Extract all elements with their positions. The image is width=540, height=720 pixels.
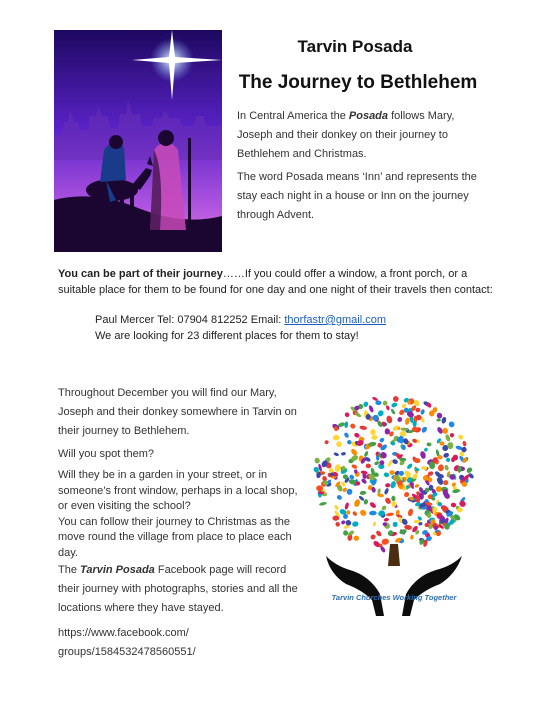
hand-print-dot xyxy=(353,535,359,541)
hand-print-dot xyxy=(334,504,340,511)
hand-print-dot xyxy=(436,412,443,419)
page-title: Tarvin Posada xyxy=(297,37,413,56)
hand-print-dot xyxy=(408,400,411,404)
hand-print-dot xyxy=(375,530,382,538)
hand-print-dot xyxy=(351,464,358,470)
hand-print-dot xyxy=(441,416,447,424)
hand-print-dot xyxy=(407,508,414,517)
hand-print-dot xyxy=(415,408,420,413)
hand-print-dot xyxy=(444,464,449,471)
hand-print-dot xyxy=(392,521,398,528)
hand-print-dot xyxy=(466,466,474,474)
hand-print-dot xyxy=(399,528,408,535)
hand-print-dot xyxy=(420,409,426,416)
hand-print-dot xyxy=(384,497,392,505)
hand-print-dot xyxy=(372,521,377,527)
intro-paragraph-2: The word Posada means ‘Inn’ and represents the stay each night in a house or Inn on the journey through Advent. xyxy=(237,171,477,221)
logo-caption: Tarvin Churches Working Together xyxy=(331,593,457,602)
details-paragraph-4: You can follow their journey to Christmas as the move round the village from place to place each day. xyxy=(58,515,292,559)
hand-print-dot xyxy=(368,405,374,413)
hand-print-dot xyxy=(386,512,394,516)
hand-print-dot xyxy=(333,452,339,457)
hand-print-dot xyxy=(351,521,359,528)
page-subtitle: The Journey to Bethlehem xyxy=(238,72,478,93)
hand-print-dot xyxy=(346,510,350,515)
facebook-url[interactable]: https://www.facebook.com/ groups/1584532478560551/ xyxy=(58,627,196,658)
hand-print-dot xyxy=(419,450,426,459)
hand-print-dot xyxy=(445,457,451,463)
hand-print-dot xyxy=(369,511,377,516)
hand-print-dot xyxy=(452,489,461,494)
details-paragraph-1: Throughout December you will find our Mary, Joseph and their donkey somewhere in Tarvin on their journey to Bethlehem. xyxy=(58,387,297,437)
hand-print-dot xyxy=(347,440,352,445)
hand-print-dot xyxy=(314,457,321,464)
hand-print-dot xyxy=(352,510,358,516)
hand-print-dot xyxy=(349,423,356,430)
hand-print-dot xyxy=(344,421,348,428)
hand-print-tree xyxy=(313,396,475,566)
hand-print-dot xyxy=(414,484,420,489)
hand-print-dot xyxy=(450,502,456,508)
hand-print-dot xyxy=(324,440,329,445)
hand-print-dot xyxy=(346,488,352,495)
hand-print-dot xyxy=(379,437,385,443)
hand-print-dot xyxy=(426,442,432,447)
hand-print-dot xyxy=(340,520,346,525)
hand-print-dot xyxy=(448,420,456,428)
hand-print-dot xyxy=(385,483,391,488)
hand-print-dot xyxy=(389,480,396,489)
hand-print-dot xyxy=(442,427,448,434)
places-note: We are looking for 23 different places for them to stay! xyxy=(95,330,359,342)
hand-print-dot xyxy=(344,502,350,510)
call-to-action: You can be part of their journey……If you could offer a window, a front porch, or a suitable place for them to be found for one day and one night of their travels then contact: xyxy=(58,268,493,296)
hand-print-dot xyxy=(335,440,343,448)
hand-print-dot xyxy=(343,432,349,439)
hand-print-dot xyxy=(377,493,384,498)
hand-print-dot xyxy=(350,448,358,457)
hand-print-dot xyxy=(391,496,396,502)
hand-print-dot xyxy=(366,464,371,469)
hand-print-dot xyxy=(341,452,346,456)
hand-print-dot xyxy=(370,429,377,436)
hand-print-dot xyxy=(404,417,410,425)
hand-print-dot xyxy=(319,501,327,506)
hand-print-dot xyxy=(344,412,350,418)
hand-print-dot xyxy=(360,470,368,475)
hand-print-dot xyxy=(359,425,367,430)
email-link[interactable]: thorfastr@gmail.com xyxy=(284,314,386,326)
details-section xyxy=(58,384,298,666)
hand-print-dot xyxy=(449,432,455,438)
hand-print-dot xyxy=(458,500,467,508)
hand-print-dot xyxy=(385,405,390,411)
hand-print-dot xyxy=(364,456,371,462)
hand-print-dot xyxy=(406,463,413,470)
hand-print-dot xyxy=(398,470,404,476)
hand-print-dot xyxy=(390,408,396,415)
details-paragraph-2: Will you spot them? xyxy=(58,448,154,460)
hand-print-dot xyxy=(375,400,381,405)
hand-print-dot xyxy=(442,479,449,486)
hand-print-dot xyxy=(363,451,369,458)
hand-print-dot xyxy=(383,517,389,522)
hand-print-dot xyxy=(423,447,428,452)
hand-print-dot xyxy=(410,535,414,540)
hand-print-dot xyxy=(457,434,464,441)
hand-print-dot xyxy=(443,452,450,459)
hand-print-dot xyxy=(334,464,341,473)
hand-print-dot xyxy=(383,401,388,406)
hand-print-dot xyxy=(343,530,349,536)
hand-print-dot xyxy=(381,505,387,511)
hand-print-dot xyxy=(363,401,370,408)
hand-print-dot xyxy=(336,494,343,501)
hand-print-dot xyxy=(359,491,366,496)
tree-trunk xyxy=(388,544,400,566)
hand-print-dot xyxy=(391,402,398,408)
hand-print-dot xyxy=(335,522,340,527)
hand-print-dot xyxy=(384,487,390,495)
hand-print-dot xyxy=(462,440,467,446)
nativity-illustration xyxy=(54,30,222,252)
hand-print-dot xyxy=(397,416,404,423)
hand-print-dot xyxy=(381,538,390,546)
hand-print-dot xyxy=(318,491,325,494)
hand-print-dot xyxy=(386,415,393,424)
hand-print-dot xyxy=(383,472,390,478)
hand-print-dot xyxy=(392,396,399,403)
hand-print-dot xyxy=(371,435,378,441)
contact-block: Paul Mercer Tel: 07904 812252 Email: thorfastr@gmail.com We are looking for 23 different places for them to stay! xyxy=(95,312,515,344)
hand-print-dot xyxy=(389,470,395,475)
intro-paragraph-1: In Central America the Posada follows Mary, Joseph and their donkey on their journey to Bethlehem and Christmas. xyxy=(237,110,455,160)
hand-print-dot xyxy=(333,435,340,441)
details-paragraph-5: The Tarvin Posada Facebook page will record their journey with photographs, stories and all the locations where they have stayed. xyxy=(58,564,298,614)
churches-logo xyxy=(306,394,482,616)
hand-print-dot xyxy=(436,418,441,421)
hand-print-dot xyxy=(359,509,368,518)
hand-print-dot xyxy=(369,501,377,509)
details-paragraph-3: Will they be in a garden in your street, or in someone’s front window, perhaps in a local shop, or even visiting the school? xyxy=(58,469,298,512)
hand-print-dot xyxy=(438,464,444,471)
hand-print-dot xyxy=(387,459,394,467)
hand-print-dot xyxy=(370,534,377,541)
hand-print-dot xyxy=(392,458,399,465)
hand-print-dot xyxy=(421,426,428,434)
hand-print-dot xyxy=(377,488,381,494)
hand-print-dot xyxy=(353,499,361,508)
